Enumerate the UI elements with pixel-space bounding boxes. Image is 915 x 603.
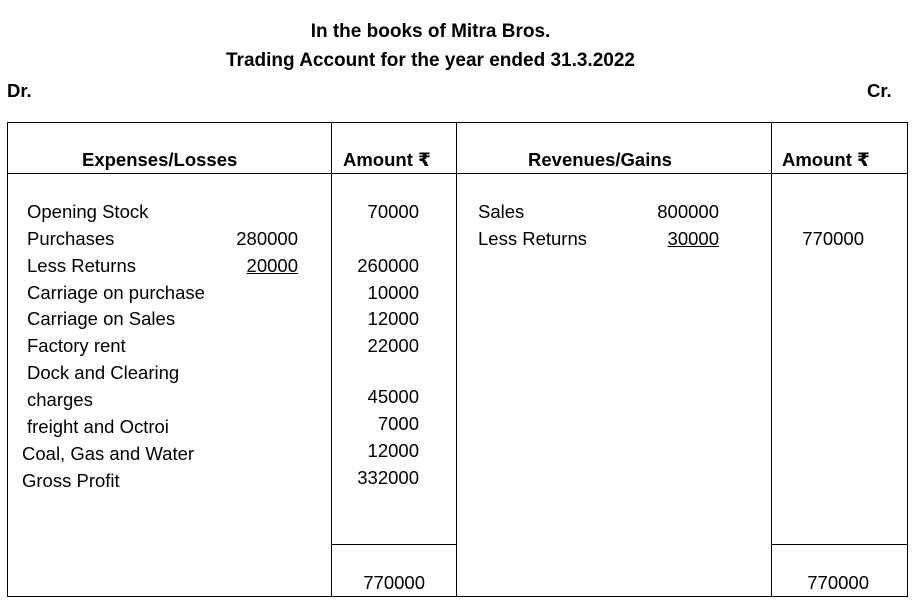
debit-dock-clearing-label-2: charges	[27, 389, 93, 410]
debit-freight-octroi-amount: 7000	[377, 413, 419, 434]
debit-dock-clearing-amount: 45000	[367, 386, 419, 407]
credit-sales-inner: 800000	[657, 201, 719, 222]
table-left-border	[7, 122, 8, 597]
header-debit-amount: Amount ₹	[343, 149, 431, 170]
debit-carriage-purchase-label: Carriage on purchase	[27, 282, 205, 303]
credit-sales-label: Sales	[478, 201, 525, 222]
credit-net-sales-amount: 770000	[802, 228, 864, 249]
debit-carriage-sales-amount: 12000	[367, 308, 419, 329]
debit-purchases-label: Purchases	[27, 228, 115, 249]
debit-coal-gas-water-label: Coal, Gas and Water	[22, 443, 195, 464]
table-right-border	[907, 122, 908, 597]
debit-total-rule	[331, 544, 457, 545]
credit-total-rule	[771, 544, 908, 545]
title-line-2: Trading Account for the year ended 31.3.2022	[226, 50, 635, 71]
debit-purchase-returns-label: Less Returns	[27, 255, 136, 276]
debit-factory-rent-label: Factory rent	[27, 335, 126, 356]
credit-sales-returns-inner: 30000	[667, 228, 719, 249]
debit-amount-left-border	[331, 122, 332, 597]
debit-opening-stock-amount: 70000	[367, 201, 419, 222]
table-header-divider	[7, 173, 908, 174]
debit-carriage-purchase-amount: 10000	[367, 282, 419, 303]
debit-coal-gas-water-amount: 12000	[367, 440, 419, 461]
header-expenses-losses: Expenses/Losses	[82, 149, 238, 170]
debit-dock-clearing-label-1: Dock and Clearing	[27, 362, 180, 383]
debit-purchases-inner: 280000	[236, 228, 298, 249]
credit-total-amount: 770000	[807, 572, 869, 593]
dr-label: Dr.	[7, 80, 32, 101]
header-credit-amount: Amount ₹	[782, 149, 870, 170]
table-bottom-border	[7, 596, 908, 597]
debit-carriage-sales-label: Carriage on Sales	[27, 308, 176, 329]
debit-gross-profit-amount: 332000	[357, 467, 419, 488]
debit-amount-right-border	[456, 122, 457, 597]
table-top-border	[7, 122, 908, 123]
debit-opening-stock-label: Opening Stock	[27, 201, 149, 222]
title-line-1: In the books of Mitra Bros.	[310, 21, 551, 42]
debit-purchase-net-amount: 260000	[357, 255, 419, 276]
debit-total-amount: 770000	[363, 572, 425, 593]
debit-factory-rent-amount: 22000	[367, 335, 419, 356]
debit-freight-octroi-label: freight and Octroi	[27, 416, 169, 437]
header-revenues-gains: Revenues/Gains	[528, 149, 672, 170]
credit-amount-left-border	[771, 122, 772, 597]
debit-gross-profit-label: Gross Profit	[22, 470, 120, 491]
credit-sales-returns-label: Less Returns	[478, 228, 587, 249]
cr-label: Cr.	[867, 80, 892, 101]
debit-purchase-returns-inner: 20000	[246, 255, 298, 276]
